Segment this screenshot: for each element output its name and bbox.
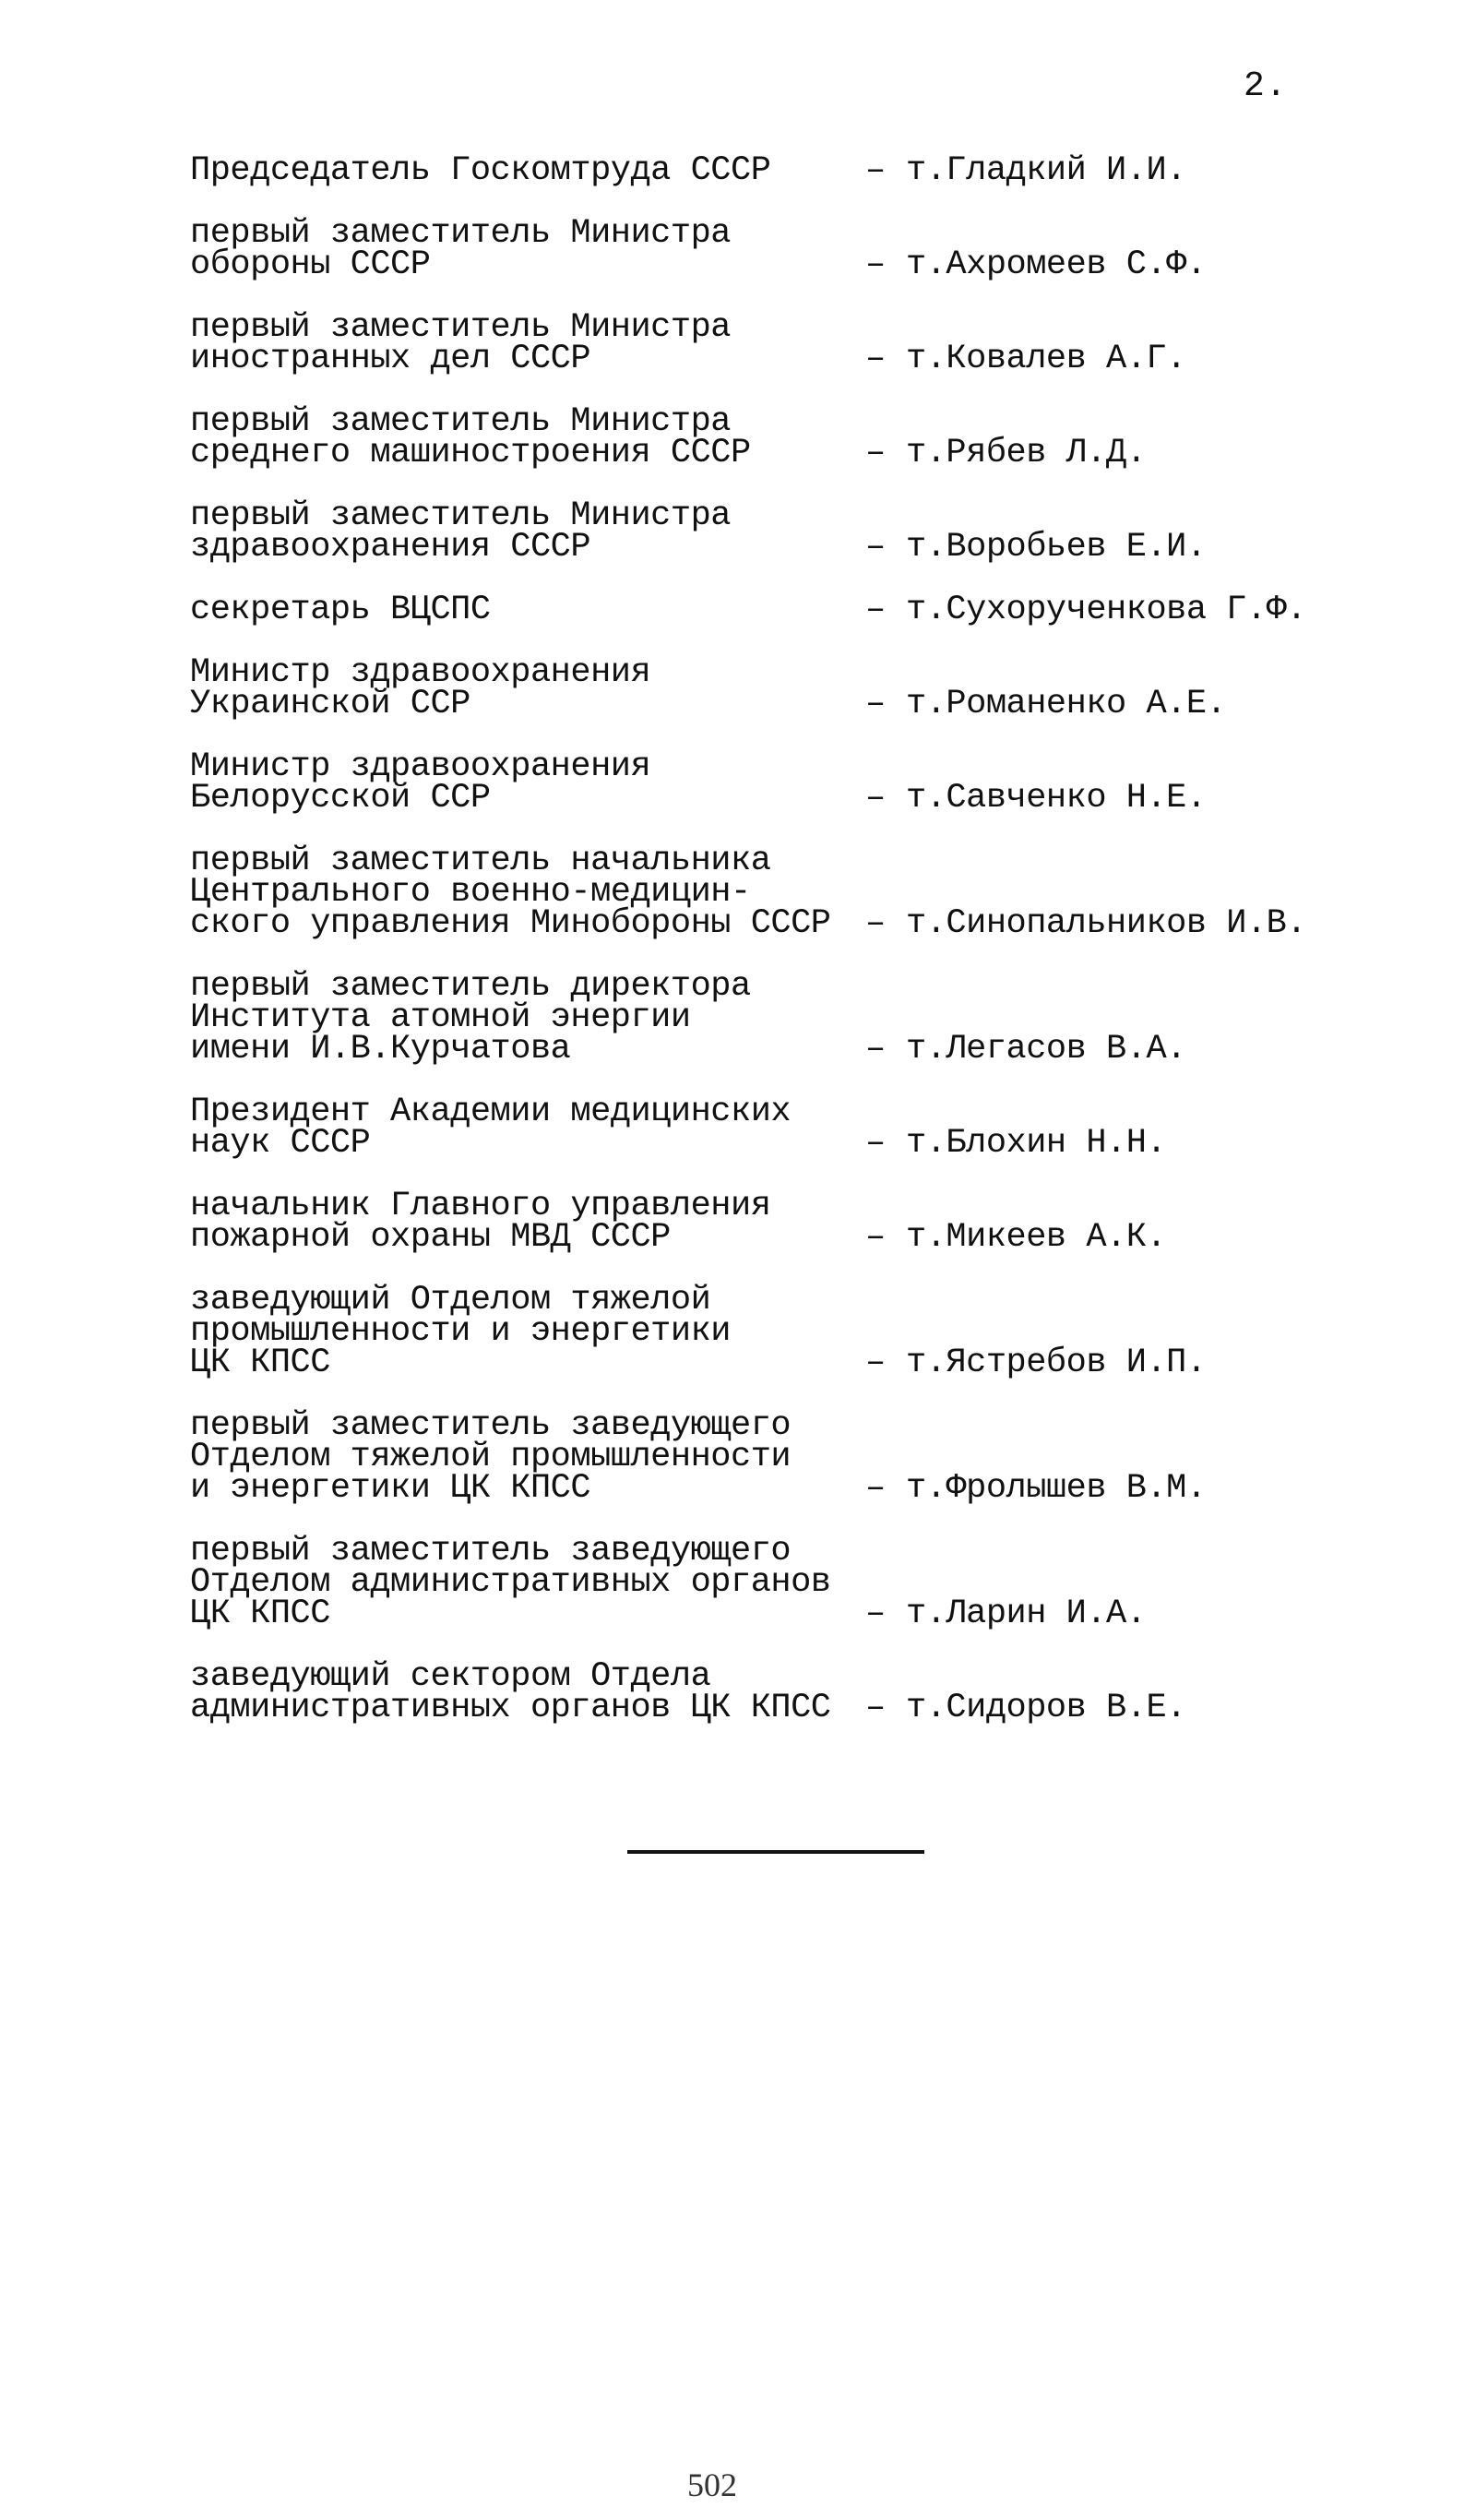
page-number: 2.: [1244, 66, 1288, 106]
entry-person: т.Сухорученкова Г.Ф.: [906, 591, 1307, 629]
entry-person: т.Ковалев А.Г.: [906, 340, 1186, 378]
entry-position: Министр здравоохранения Белорусской ССР: [190, 747, 651, 818]
entry-dash: –: [865, 685, 887, 723]
list-item: [190, 1657, 1334, 1727]
entry-position: секретарь ВЦСПС: [190, 591, 491, 629]
entry-dash: –: [865, 904, 887, 943]
list-item: [190, 214, 1334, 284]
entry-person: т.Воробьев Е.И.: [906, 528, 1207, 567]
entry-person: т.Блохин Н.Н.: [906, 1124, 1167, 1163]
list-item: [190, 308, 1334, 378]
entry-person: т.Ларин И.А.: [906, 1594, 1147, 1633]
entry-person: т.Легасов В.А.: [906, 1030, 1186, 1069]
entry-dash: –: [865, 591, 887, 629]
list-item: [190, 1406, 1334, 1508]
entry-dash: –: [865, 340, 887, 378]
section-divider: [627, 1850, 924, 1854]
entry-person: т.Синопальников И.В.: [906, 904, 1307, 943]
entry-dash: –: [865, 1218, 887, 1257]
entry-dash: –: [865, 779, 887, 818]
list-item: [190, 1093, 1334, 1163]
entry-position: первый заместитель Министра среднего машиностроения СССР: [190, 402, 751, 472]
entry-position: первый заместитель заведующего Отделом административных органов ЦК КПСС: [190, 1532, 831, 1633]
entry-position: первый заместитель заведующего Отделом тяжелой промышленности и энергетики ЦК КПСС: [190, 1406, 792, 1508]
list-item: [190, 1532, 1334, 1633]
entry-position: Министр здравоохранения Украинской ССР: [190, 653, 651, 723]
list-item: [190, 747, 1334, 818]
entry-person: т.Ахромеев С.Ф.: [906, 245, 1207, 284]
members-list: [190, 151, 1334, 1755]
entry-dash: –: [865, 528, 887, 567]
list-item: [190, 1187, 1334, 1257]
entry-person: т.Ястребов И.П.: [906, 1344, 1207, 1382]
entry-position: Председатель Госкомтруда СССР: [190, 151, 771, 190]
entry-person: т.Фролышев В.М.: [906, 1469, 1207, 1508]
entry-position: первый заместитель Министра здравоохранения СССР: [190, 496, 731, 567]
entry-dash: –: [865, 1124, 887, 1163]
entry-person: т.Микеев А.К.: [906, 1218, 1167, 1257]
entry-dash: –: [865, 245, 887, 284]
entry-dash: –: [865, 434, 887, 472]
entry-position: заведующий сектором Отдела административных органов ЦК КПСС: [190, 1657, 831, 1727]
list-item: [190, 842, 1334, 943]
entry-position: первый заместитель начальника Центрального военно-медицин- ского управления Минобороны СССР: [190, 842, 831, 943]
entry-position: Президент Академии медицинских наук СССР: [190, 1093, 792, 1163]
entry-person: т.Рябев Л.Д.: [906, 434, 1147, 472]
entry-dash: –: [865, 151, 887, 190]
entry-person: т.Гладкий И.И.: [906, 151, 1186, 190]
entry-dash: –: [865, 1030, 887, 1069]
list-item: [190, 1281, 1334, 1382]
entry-person: т.Савченко Н.Е.: [906, 779, 1207, 818]
list-item: [190, 653, 1334, 723]
list-item: [190, 967, 1334, 1069]
entry-position: первый заместитель директора Института атомной энергии имени И.В.Курчатова: [190, 967, 751, 1069]
entry-person: т.Романенко А.Е.: [906, 685, 1227, 723]
archive-page-number: 502: [687, 2466, 737, 2503]
entry-dash: –: [865, 1689, 887, 1727]
entry-position: первый заместитель Министра иностранных дел СССР: [190, 308, 731, 378]
list-item: [190, 591, 1334, 629]
entry-person: т.Сидоров В.Е.: [906, 1689, 1186, 1727]
entry-dash: –: [865, 1469, 887, 1508]
entry-dash: –: [865, 1344, 887, 1382]
list-item: [190, 402, 1334, 472]
entry-position: заведующий Отделом тяжелой промышленности и энергетики ЦК КПСС: [190, 1281, 731, 1382]
entry-position: первый заместитель Министра обороны СССР: [190, 214, 731, 284]
list-item: [190, 496, 1334, 567]
entry-position: начальник Главного управления пожарной охраны МВД СССР: [190, 1187, 771, 1257]
entry-dash: –: [865, 1594, 887, 1633]
list-item: [190, 151, 1334, 190]
